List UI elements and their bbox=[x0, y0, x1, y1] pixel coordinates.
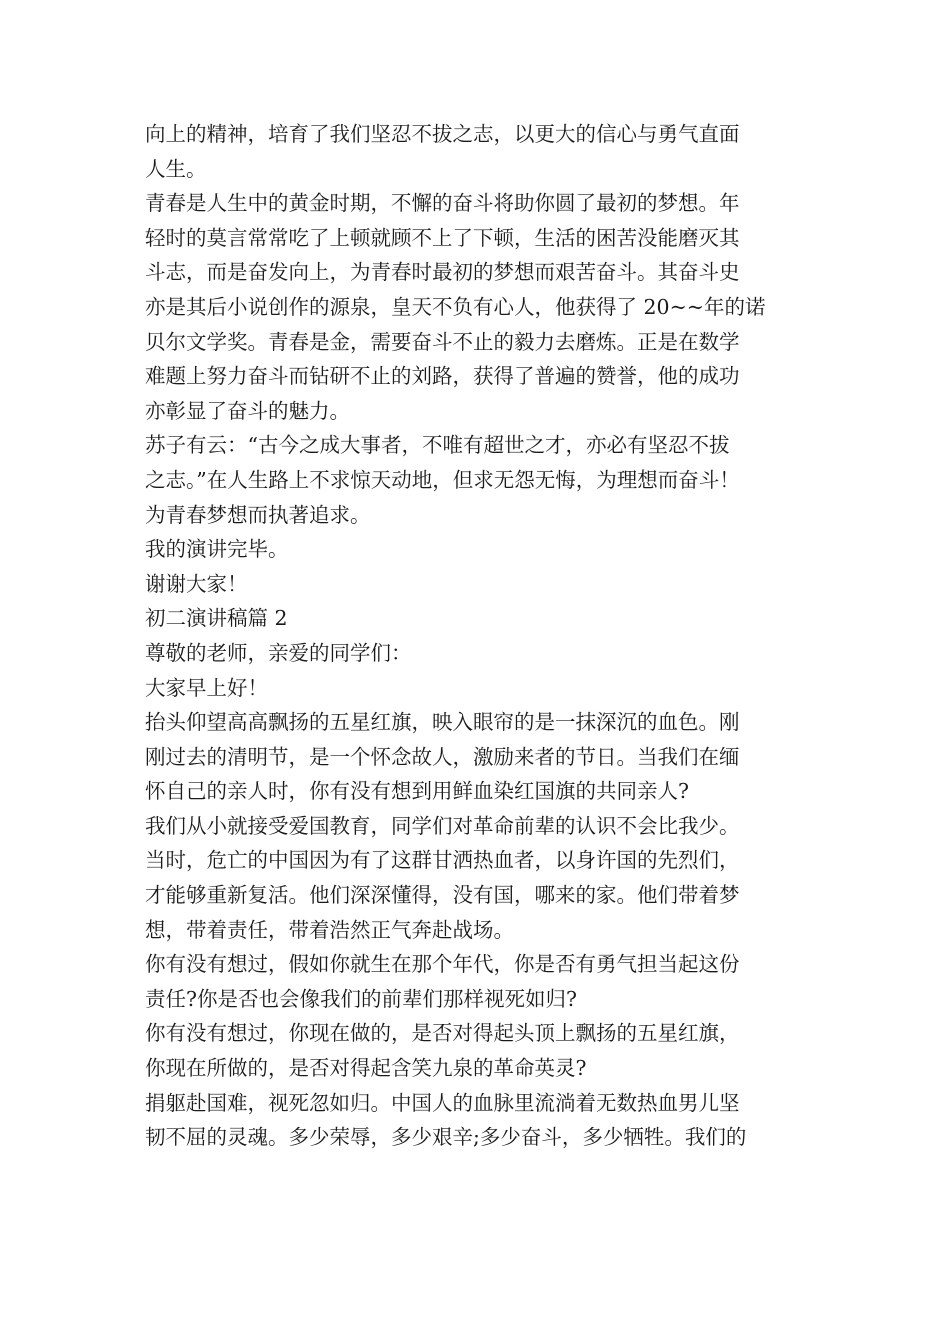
text-line: 抬头仰望高高飘扬的五星红旗，映入眼帘的是一抹深沉的血色。刚 bbox=[145, 710, 740, 735]
text-line: 人生。 bbox=[145, 156, 207, 181]
text-line: 刚过去的清明节，是一个怀念故人，激励来者的节日。当我们在缅 bbox=[145, 744, 740, 769]
text-line: 青春是人生中的黄金时期，不懈的奋斗将助你圆了最初的梦想。年 bbox=[145, 191, 740, 216]
text-line: 苏子有云：“古今之成大事者，不唯有超世之才，亦必有坚忍不拔 bbox=[145, 433, 730, 458]
text-line: 你现在所做的，是否对得起含笑九泉的革命英灵? bbox=[145, 1056, 587, 1081]
text-line: 责任?你是否也会像我们的前辈们那样视死如归? bbox=[145, 986, 577, 1011]
text-line: 韧不屈的灵魂。多少荣辱，多少艰辛;多少奋斗，多少牺牲。我们的 bbox=[145, 1125, 747, 1150]
section-heading: 初二演讲稿篇 2 bbox=[145, 606, 288, 631]
text-line: 轻时的莫言常常吃了上顿就顾不上了下顿，生活的困苦没能磨灭其 bbox=[145, 225, 740, 250]
text-line: 你有没有想过，假如你就生在那个年代，你是否有勇气担当起这份 bbox=[145, 952, 740, 977]
text-line: 我的演讲完毕。 bbox=[145, 537, 289, 562]
text-line: 亦彰显了奋斗的魅力。 bbox=[145, 398, 350, 423]
text-line: 贝尔文学奖。青春是金，需要奋斗不止的毅力去磨炼。正是在数学 bbox=[145, 329, 740, 354]
text-line: 谢谢大家！ bbox=[145, 571, 248, 596]
text-line: 我们从小就接受爱国教育，同学们对革命前辈的认识不会比我少。 bbox=[145, 813, 740, 838]
text-line: 你有没有想过，你现在做的，是否对得起头顶上飘扬的五星红旗， bbox=[145, 1021, 740, 1046]
text-line: 向上的精神，培育了我们坚忍不拔之志，以更大的信心与勇气直面 bbox=[145, 122, 740, 146]
text-line: 斗志，而是奋发向上，为青春时最初的梦想而艰苦奋斗。其奋斗史 bbox=[145, 260, 740, 285]
text-line: 亦是其后小说创作的源泉，皇天不负有心人，他获得了 20~~年的诺 bbox=[145, 294, 766, 319]
text-line: 大家早上好！ bbox=[145, 675, 268, 700]
document-body bbox=[145, 117, 815, 1155]
text-line: 尊敬的老师，亲爱的同学们： bbox=[145, 640, 412, 665]
text-line: 想，带着责任，带着浩然正气奔赴战场。 bbox=[145, 917, 514, 942]
text-line: 才能够重新复活。他们深深懂得，没有国，哪来的家。他们带着梦 bbox=[145, 883, 740, 908]
text-line: 难题上努力奋斗而钻研不止的刘路，获得了普遍的赞誉，他的成功 bbox=[145, 364, 740, 389]
text-line: 捐躯赴国难，视死忽如归。中国人的血脉里流淌着无数热血男儿坚 bbox=[145, 1090, 740, 1115]
text-line: 之志。”在人生路上不求惊天动地，但求无怨无悔，为理想而奋斗！ bbox=[145, 467, 740, 492]
text-line: 当时，危亡的中国因为有了这群甘洒热血者，以身许国的先烈们， bbox=[145, 848, 740, 873]
text-line: 为青春梦想而执著追求。 bbox=[145, 502, 371, 527]
text-line: 怀自己的亲人时，你有没有想到用鲜血染红国旗的共同亲人? bbox=[145, 779, 689, 804]
